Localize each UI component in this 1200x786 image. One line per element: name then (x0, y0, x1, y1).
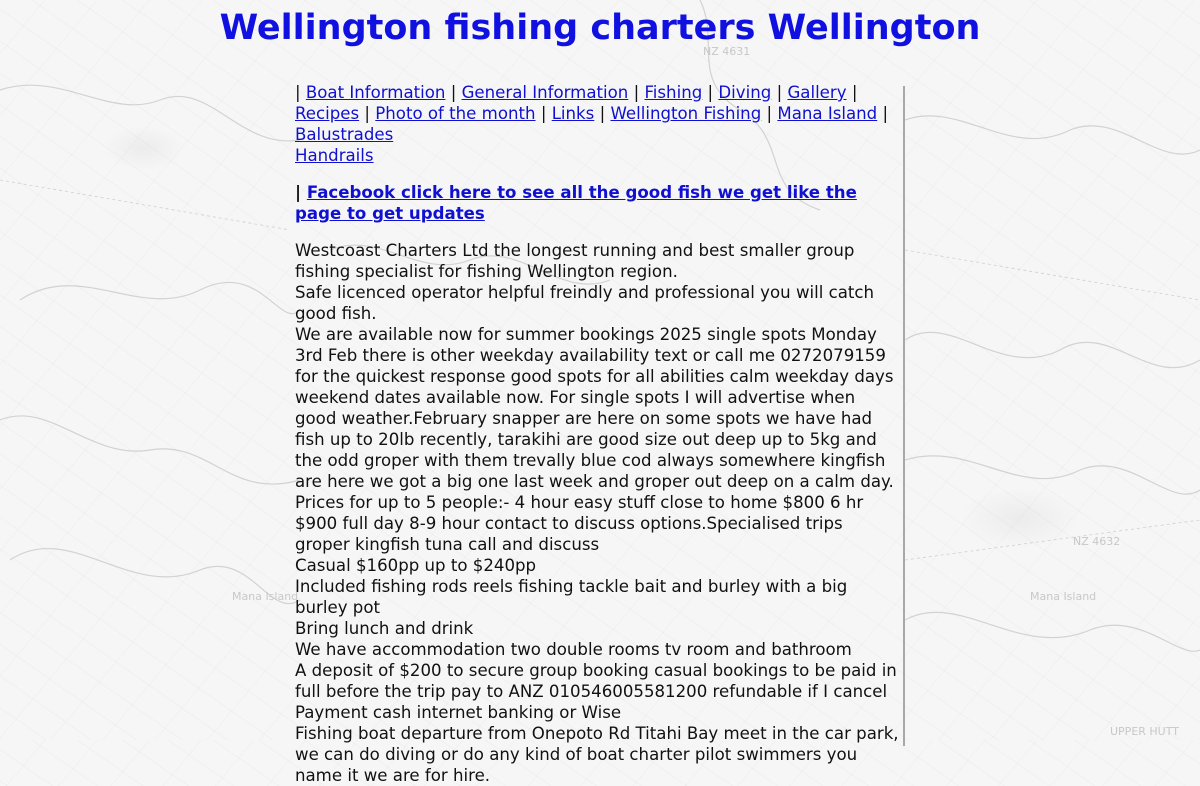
nav-link-boat-information[interactable]: Boat Information (305, 83, 446, 102)
body-paragraph: Safe licenced operator helpful freindly and professional you will catch good fish. (295, 283, 875, 323)
map-label: Mana Island (1030, 590, 1097, 603)
nav-link-mana-island[interactable]: Mana Island (777, 104, 878, 123)
nav-link-gallery[interactable]: Gallery (787, 83, 847, 102)
facebook-prefix: | (295, 183, 302, 202)
nav-link-fishing[interactable]: Fishing (644, 83, 703, 102)
body-paragraph: Westcoast Charters Ltd the longest running and best smaller group fishing specialist for fishing Wellington region. (295, 241, 855, 281)
body-text (295, 240, 901, 786)
body-paragraph: Casual $160pp up to $240pp (295, 556, 537, 575)
nav-links: | Boat Information | General Information | Fishing | Diving | Gallery | Recipes | Photo of the month | Links | Wellington Fishing | Mana Island | Balustrades Handrails (295, 83, 889, 165)
body-paragraph: A deposit of $200 to secure group booking casual bookings to be paid in full before the trip pay to ANZ 010546005581200 refundable if I cancel (295, 661, 897, 701)
nav-link-diving[interactable]: Diving (718, 83, 772, 102)
map-label: NZ 4632 (1073, 535, 1121, 548)
body-paragraph: Included fishing rods reels fishing tackle bait and burley with a big burley pot (295, 577, 848, 617)
map-label: UPPER HUTT (1110, 725, 1179, 738)
main-content (295, 82, 901, 786)
nav-link-balustrades[interactable]: Balustrades (295, 125, 394, 144)
facebook-line (295, 182, 901, 224)
body-paragraph: We are available now for summer bookings 2025 single spots Monday 3rd Feb there is other weekday availability text or call me 0272079159 for the quickest response good spots for all abilities calm weekday days weekend dates available now. For single spots I will advertise when good weather.February snapper are here on some spots we have had fish up to 20lb recently, tarakihi are good size out deep up to 5kg and the odd groper with them trevally blue cod always somewhere kingfish are here we got a big one last week and groper out deep on a calm day. (295, 325, 894, 491)
map-label: NZ 4631 (703, 45, 751, 58)
nav-link-handrails[interactable]: Handrails (295, 146, 374, 165)
body-paragraph: Payment cash internet banking or Wise (295, 703, 622, 722)
nav-link-general-information[interactable]: General Information (461, 83, 629, 102)
body-paragraph: Fishing boat departure from Onepoto Rd Titahi Bay meet in the car park, we can do diving or do any kind of boat charter pilot swimmers you name it we are for hire. (295, 724, 899, 785)
map-label: Mana Island (232, 590, 299, 603)
facebook-link[interactable]: Facebook click here to see all the good fish we get like the page to get updates (295, 183, 857, 223)
body-paragraph: Prices for up to 5 people:- 4 hour easy stuff close to home $800 6 hr $900 full day 8-9 hour contact to discuss options.Specialised trips groper kingfish tuna call and discuss (295, 493, 864, 554)
nav-link-photo-of-the-month[interactable]: Photo of the month (375, 104, 536, 123)
vertical-divider (903, 86, 905, 746)
nav-link-wellington-fishing[interactable]: Wellington Fishing (610, 104, 762, 123)
page-title: Wellington fishing charters Wellington (219, 8, 981, 48)
nav-link-recipes[interactable]: Recipes (295, 104, 360, 123)
nav-link-links[interactable]: Links (551, 104, 595, 123)
body-paragraph: We have accommodation two double rooms tv room and bathroom (295, 640, 852, 659)
body-paragraph: Bring lunch and drink (295, 619, 474, 638)
